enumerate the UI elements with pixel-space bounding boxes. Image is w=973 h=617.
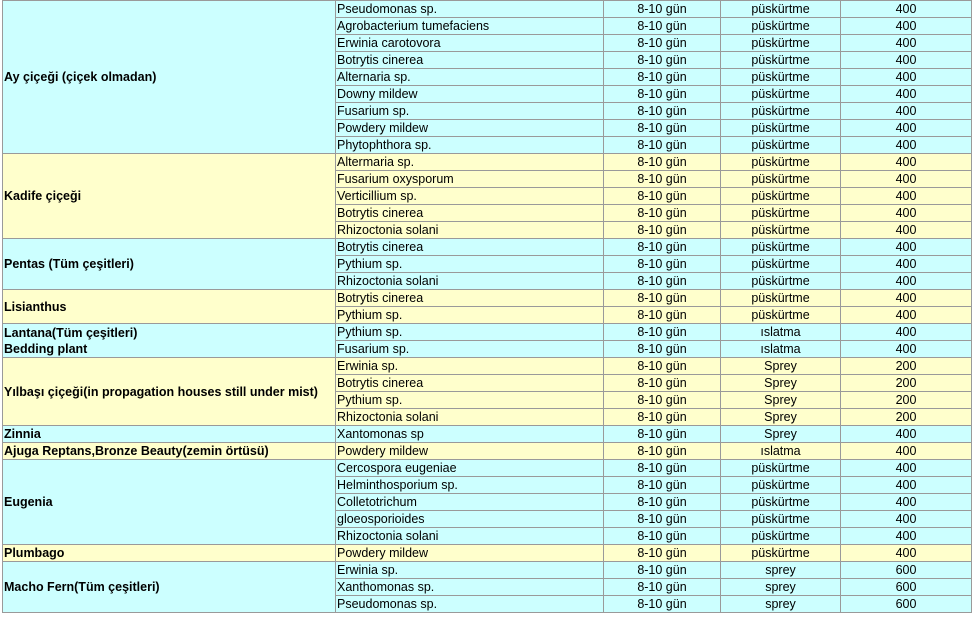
table-row xyxy=(3,460,972,477)
plant-name-cell: Plumbago xyxy=(3,545,336,562)
table-row xyxy=(3,1,972,18)
method-cell: sprey xyxy=(721,596,841,613)
pesticide-table xyxy=(2,0,972,613)
dose-cell: 400 xyxy=(841,460,972,477)
table-row xyxy=(3,562,972,579)
dose-cell: 400 xyxy=(841,545,972,562)
dose-cell: 400 xyxy=(841,52,972,69)
method-cell: püskürtme xyxy=(721,171,841,188)
dose-cell: 400 xyxy=(841,528,972,545)
interval-cell: 8-10 gün xyxy=(604,18,721,35)
interval-cell: 8-10 gün xyxy=(604,86,721,103)
pathogen-cell: Botrytis cinerea xyxy=(336,375,604,392)
pathogen-cell: Botrytis cinerea xyxy=(336,205,604,222)
pathogen-cell: Rhizoctonia solani xyxy=(336,409,604,426)
method-cell: püskürtme xyxy=(721,239,841,256)
method-cell: püskürtme xyxy=(721,1,841,18)
interval-cell: 8-10 gün xyxy=(604,596,721,613)
dose-cell: 400 xyxy=(841,477,972,494)
plant-name-cell: Ajuga Reptans,Bronze Beauty(zemin örtüsü) xyxy=(3,443,336,460)
dose-cell: 400 xyxy=(841,494,972,511)
method-cell: Sprey xyxy=(721,358,841,375)
method-cell: püskürtme xyxy=(721,460,841,477)
method-cell: Sprey xyxy=(721,426,841,443)
pathogen-cell: Pythium sp. xyxy=(336,307,604,324)
method-cell: püskürtme xyxy=(721,154,841,171)
table-row xyxy=(3,324,972,341)
pathogen-cell: Erwinia carotovora xyxy=(336,35,604,52)
interval-cell: 8-10 gün xyxy=(604,392,721,409)
dose-cell: 400 xyxy=(841,86,972,103)
table-row xyxy=(3,358,972,375)
method-cell: püskürtme xyxy=(721,103,841,120)
plant-name-cell: Yılbaşı çiçeği(in propagation houses still under mist) xyxy=(3,358,336,426)
dose-cell: 400 xyxy=(841,511,972,528)
pathogen-cell: Alternaria sp. xyxy=(336,69,604,86)
method-cell: ıslatma xyxy=(721,324,841,341)
method-cell: püskürtme xyxy=(721,86,841,103)
interval-cell: 8-10 gün xyxy=(604,494,721,511)
interval-cell: 8-10 gün xyxy=(604,120,721,137)
interval-cell: 8-10 gün xyxy=(604,528,721,545)
pathogen-cell: Colletotrichum xyxy=(336,494,604,511)
interval-cell: 8-10 gün xyxy=(604,1,721,18)
method-cell: püskürtme xyxy=(721,511,841,528)
method-cell: Sprey xyxy=(721,409,841,426)
pathogen-cell: Verticillium sp. xyxy=(336,188,604,205)
plant-name-cell: Kadife çiçeği xyxy=(3,154,336,239)
table-row xyxy=(3,443,972,460)
method-cell: püskürtme xyxy=(721,256,841,273)
pathogen-cell: Pythium sp. xyxy=(336,324,604,341)
pathogen-cell: Phytophthora sp. xyxy=(336,137,604,154)
dose-cell: 200 xyxy=(841,375,972,392)
dose-cell: 400 xyxy=(841,103,972,120)
method-cell: püskürtme xyxy=(721,307,841,324)
dose-cell: 400 xyxy=(841,341,972,358)
pathogen-cell: Powdery mildew xyxy=(336,443,604,460)
pathogen-cell: Pseudomonas sp. xyxy=(336,596,604,613)
dose-cell: 400 xyxy=(841,137,972,154)
pathogen-cell: Fusarium sp. xyxy=(336,341,604,358)
plant-name-cell: Lisianthus xyxy=(3,290,336,324)
dose-cell: 400 xyxy=(841,120,972,137)
interval-cell: 8-10 gün xyxy=(604,579,721,596)
method-cell: ıslatma xyxy=(721,341,841,358)
plant-name-cell: Pentas (Tüm çeşitleri) xyxy=(3,239,336,290)
dose-cell: 400 xyxy=(841,256,972,273)
pathogen-cell: Altermaria sp. xyxy=(336,154,604,171)
method-cell: püskürtme xyxy=(721,52,841,69)
dose-cell: 200 xyxy=(841,409,972,426)
dose-cell: 400 xyxy=(841,1,972,18)
interval-cell: 8-10 gün xyxy=(604,460,721,477)
dose-cell: 400 xyxy=(841,273,972,290)
pathogen-cell: Agrobacterium tumefaciens xyxy=(336,18,604,35)
dose-cell: 600 xyxy=(841,579,972,596)
plant-name-cell: Eugenia xyxy=(3,460,336,545)
dose-cell: 400 xyxy=(841,307,972,324)
dose-cell: 400 xyxy=(841,171,972,188)
pathogen-cell: Rhizoctonia solani xyxy=(336,528,604,545)
pathogen-cell: Pseudomonas sp. xyxy=(336,1,604,18)
pathogen-cell: Xantomonas sp xyxy=(336,426,604,443)
dose-cell: 400 xyxy=(841,239,972,256)
interval-cell: 8-10 gün xyxy=(604,375,721,392)
table-row xyxy=(3,426,972,443)
method-cell: püskürtme xyxy=(721,137,841,154)
dose-cell: 200 xyxy=(841,358,972,375)
dose-cell: 400 xyxy=(841,69,972,86)
pathogen-cell: Helminthosporium sp. xyxy=(336,477,604,494)
pathogen-cell: Erwinia sp. xyxy=(336,358,604,375)
method-cell: püskürtme xyxy=(721,120,841,137)
interval-cell: 8-10 gün xyxy=(604,545,721,562)
interval-cell: 8-10 gün xyxy=(604,256,721,273)
pathogen-cell: Xanthomonas sp. xyxy=(336,579,604,596)
plant-name-cell: Macho Fern(Tüm çeşitleri) xyxy=(3,562,336,613)
pathogen-cell: Erwinia sp. xyxy=(336,562,604,579)
dose-cell: 400 xyxy=(841,426,972,443)
interval-cell: 8-10 gün xyxy=(604,562,721,579)
interval-cell: 8-10 gün xyxy=(604,426,721,443)
interval-cell: 8-10 gün xyxy=(604,477,721,494)
interval-cell: 8-10 gün xyxy=(604,307,721,324)
plant-name-cell: Lantana(Tüm çeşitleri) Bedding plant xyxy=(3,324,336,358)
pathogen-cell: Fusarium oxysporum xyxy=(336,171,604,188)
method-cell: püskürtme xyxy=(721,273,841,290)
method-cell: ıslatma xyxy=(721,443,841,460)
dose-cell: 400 xyxy=(841,324,972,341)
method-cell: püskürtme xyxy=(721,69,841,86)
dose-cell: 400 xyxy=(841,443,972,460)
method-cell: sprey xyxy=(721,562,841,579)
method-cell: püskürtme xyxy=(721,494,841,511)
pathogen-cell: Downy mildew xyxy=(336,86,604,103)
interval-cell: 8-10 gün xyxy=(604,188,721,205)
plant-name-cell: Ay çiçeği (çiçek olmadan) xyxy=(3,1,336,154)
interval-cell: 8-10 gün xyxy=(604,290,721,307)
interval-cell: 8-10 gün xyxy=(604,443,721,460)
table-row xyxy=(3,154,972,171)
pathogen-cell: Botrytis cinerea xyxy=(336,290,604,307)
pathogen-cell: Powdery mildew xyxy=(336,545,604,562)
pathogen-cell: Fusarium sp. xyxy=(336,103,604,120)
interval-cell: 8-10 gün xyxy=(604,409,721,426)
interval-cell: 8-10 gün xyxy=(604,137,721,154)
dose-cell: 400 xyxy=(841,188,972,205)
pathogen-cell: Pythium sp. xyxy=(336,256,604,273)
method-cell: püskürtme xyxy=(721,528,841,545)
method-cell: Sprey xyxy=(721,375,841,392)
interval-cell: 8-10 gün xyxy=(604,205,721,222)
method-cell: püskürtme xyxy=(721,18,841,35)
dose-cell: 400 xyxy=(841,222,972,239)
interval-cell: 8-10 gün xyxy=(604,103,721,120)
interval-cell: 8-10 gün xyxy=(604,273,721,290)
method-cell: püskürtme xyxy=(721,188,841,205)
pathogen-cell: Rhizoctonia solani xyxy=(336,222,604,239)
pathogen-cell: gloeosporioides xyxy=(336,511,604,528)
interval-cell: 8-10 gün xyxy=(604,239,721,256)
interval-cell: 8-10 gün xyxy=(604,324,721,341)
dose-cell: 600 xyxy=(841,596,972,613)
pathogen-cell: Botrytis cinerea xyxy=(336,52,604,69)
dose-cell: 400 xyxy=(841,205,972,222)
interval-cell: 8-10 gün xyxy=(604,511,721,528)
method-cell: püskürtme xyxy=(721,290,841,307)
interval-cell: 8-10 gün xyxy=(604,171,721,188)
method-cell: püskürtme xyxy=(721,477,841,494)
plant-name-cell: Zinnia xyxy=(3,426,336,443)
interval-cell: 8-10 gün xyxy=(604,358,721,375)
pathogen-cell: Rhizoctonia solani xyxy=(336,273,604,290)
pathogen-cell: Cercospora eugeniae xyxy=(336,460,604,477)
dose-cell: 400 xyxy=(841,35,972,52)
interval-cell: 8-10 gün xyxy=(604,222,721,239)
pathogen-cell: Powdery mildew xyxy=(336,120,604,137)
table-row xyxy=(3,290,972,307)
pathogen-cell: Botrytis cinerea xyxy=(336,239,604,256)
interval-cell: 8-10 gün xyxy=(604,341,721,358)
interval-cell: 8-10 gün xyxy=(604,52,721,69)
dose-cell: 400 xyxy=(841,18,972,35)
table-body xyxy=(3,1,972,613)
method-cell: püskürtme xyxy=(721,35,841,52)
method-cell: püskürtme xyxy=(721,222,841,239)
dose-cell: 400 xyxy=(841,290,972,307)
interval-cell: 8-10 gün xyxy=(604,35,721,52)
dose-cell: 600 xyxy=(841,562,972,579)
interval-cell: 8-10 gün xyxy=(604,154,721,171)
table-row xyxy=(3,239,972,256)
dose-cell: 200 xyxy=(841,392,972,409)
method-cell: püskürtme xyxy=(721,545,841,562)
pathogen-cell: Pythium sp. xyxy=(336,392,604,409)
interval-cell: 8-10 gün xyxy=(604,69,721,86)
method-cell: sprey xyxy=(721,579,841,596)
method-cell: püskürtme xyxy=(721,205,841,222)
table-row xyxy=(3,545,972,562)
dose-cell: 400 xyxy=(841,154,972,171)
method-cell: Sprey xyxy=(721,392,841,409)
